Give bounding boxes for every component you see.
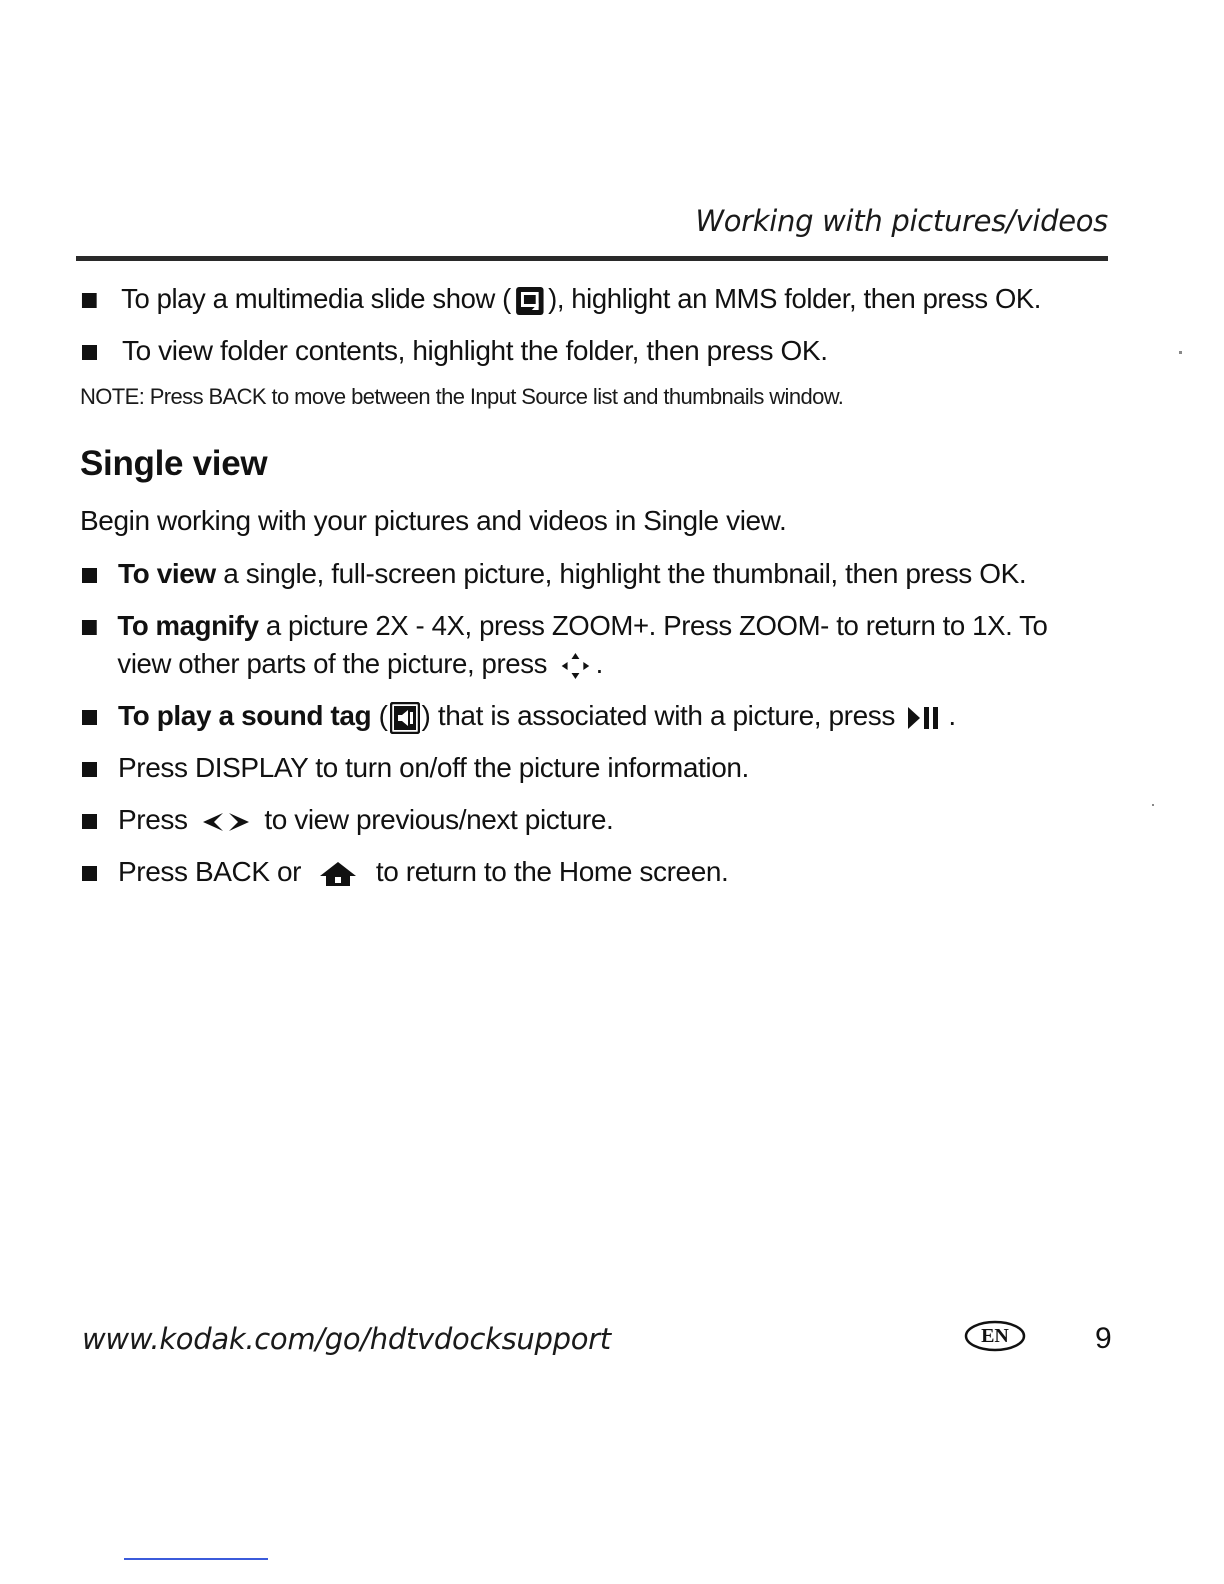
list-item-lead: To view xyxy=(118,558,216,589)
list-item-lead: To play a sound tag xyxy=(118,700,372,731)
single-view-list xyxy=(80,555,1120,905)
square-bullet-icon xyxy=(82,620,97,635)
list-item xyxy=(80,280,1099,318)
list-item-back xyxy=(80,853,1120,891)
list-item xyxy=(80,332,1120,370)
list-item-text: a single, full-screen picture, highlight the thumbnail, then press OK. xyxy=(215,558,1027,589)
left-right-arrows-icon xyxy=(199,809,253,835)
sound-tag-icon xyxy=(390,702,420,734)
scan-speck xyxy=(1179,351,1182,354)
section-title: Single view xyxy=(80,444,268,483)
square-bullet-icon xyxy=(82,814,97,829)
list-item-text: Press DISPLAY to turn on/off the picture information. xyxy=(118,752,749,783)
list-item-text: a picture 2X - 4X, press ZOOM+. Press ZOOM- to return to 1X. To view other parts of the picture, press xyxy=(117,610,1048,679)
square-bullet-icon xyxy=(82,293,97,308)
play-pause-icon xyxy=(906,705,944,731)
list-item-lead: To magnify xyxy=(117,610,259,641)
four-way-arrows-icon xyxy=(558,651,591,681)
list-item-sound-tag xyxy=(80,697,1120,735)
list-item-prev-next xyxy=(80,801,1120,839)
square-bullet-icon xyxy=(82,568,97,583)
list-item-text: . xyxy=(595,648,603,679)
home-icon xyxy=(318,860,358,888)
list-item-text: To play a multimedia slide show ( xyxy=(121,283,511,314)
list-item-view xyxy=(80,555,1120,593)
list-item-text: ) that is associated with a picture, press xyxy=(421,700,903,731)
page-number: 9 xyxy=(1095,1322,1112,1355)
section-intro: Begin working with your pictures and videos in Single view. xyxy=(80,505,787,536)
support-url[interactable]: www.kodak.com/go/hdtvdocksupport xyxy=(82,1322,611,1356)
square-bullet-icon xyxy=(82,345,97,360)
list-item-text: Press xyxy=(118,804,195,835)
list-item-text: to view previous/next picture. xyxy=(256,804,614,835)
language-badge-label: EN xyxy=(981,1325,1009,1347)
slideshow-icon xyxy=(515,286,544,316)
note-text: NOTE: Press BACK to move between the Input Source list and thumbnails window. xyxy=(80,384,844,409)
scan-edge-line xyxy=(124,1558,268,1560)
list-item-text: to return to the Home screen. xyxy=(368,856,729,887)
folder-instructions-list xyxy=(80,280,1120,384)
square-bullet-icon xyxy=(82,710,97,725)
list-item-text: ( xyxy=(371,700,388,731)
square-bullet-icon xyxy=(82,866,97,881)
list-item-display xyxy=(80,749,1120,787)
list-item-text: . xyxy=(948,700,956,731)
running-head: Working with pictures/videos xyxy=(695,204,1108,238)
scan-speck xyxy=(1152,804,1154,806)
list-item-text: Press BACK or xyxy=(118,856,309,887)
list-item-magnify xyxy=(80,607,1104,683)
header-rule xyxy=(76,256,1108,261)
list-item-text: ), highlight an MMS folder, then press OK. xyxy=(548,283,1042,314)
list-item-text: To view folder contents, highlight the folder, then press OK. xyxy=(122,335,828,366)
square-bullet-icon xyxy=(82,762,97,777)
